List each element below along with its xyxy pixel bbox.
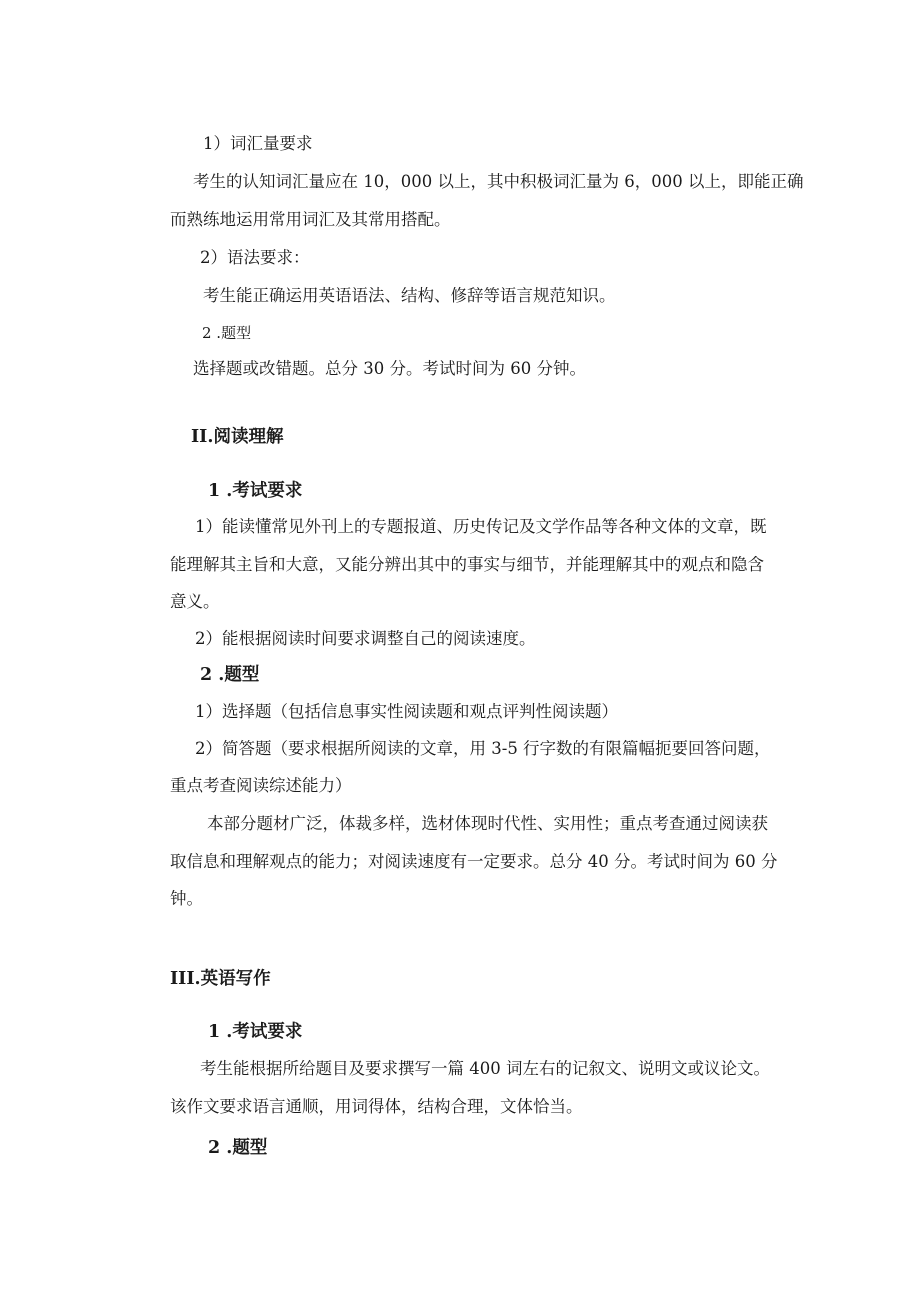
writing-section-title	[170, 968, 271, 990]
reading-req2: 2）能根据阅读时间要求调整自己的阅读速度。	[195, 629, 536, 648]
question-type-text: 选择题或改错题。总分 30 分。考试时间为 60 分钟。	[193, 359, 586, 378]
vocab-text-line-2: 而熟练地运用常用词汇及其常用搭配。	[170, 210, 451, 229]
writing-section-title-text: III.英语写作	[170, 969, 271, 989]
reading-type1: 1）选择题（包括信息事实性阅读题和观点评判性阅读题）	[195, 702, 618, 721]
reading-summary-line-3: 钟。	[170, 889, 203, 908]
reading-type-heading: 2 .题型	[200, 665, 260, 685]
writing-type-heading: 2 .题型	[208, 1138, 268, 1158]
grammar-heading: 2）语法要求：	[200, 248, 310, 267]
reading-summary-line-1: 本部分题材广泛，体裁多样，选材体现时代性、实用性；重点考查通过阅读获	[207, 814, 768, 833]
question-type-heading: 2 .题型	[202, 324, 252, 342]
reading-req1-line-3: 意义。	[170, 592, 220, 611]
vocab-text-line-1: 考生的认知词汇量应在 10，000 以上，其中积极词汇量为 6，000 以上，即能正确	[193, 172, 804, 191]
reading-type2-line-1: 2）简答题（要求根据所阅读的文章，用 3-5 行字数的有限篇幅扼要回答问题，	[195, 739, 771, 758]
vocab-heading: 1）词汇量要求	[203, 134, 313, 153]
reading-section-title	[191, 426, 283, 448]
writing-req-heading: 1 .考试要求	[208, 1022, 303, 1042]
reading-req1-line-2: 能理解其主旨和大意，又能分辨出其中的事实与细节，并能理解其中的观点和隐含	[170, 555, 764, 574]
writing-req-line-1: 考生能根据所给题目及要求撰写一篇 400 词左右的记叙文、说明文或议论文。	[200, 1059, 770, 1078]
reading-summary-line-2: 取信息和理解观点的能力；对阅读速度有一定要求。总分 40 分。考试时间为 60 分	[170, 852, 778, 871]
grammar-text: 考生能正确运用英语语法、结构、修辞等语言规范知识。	[203, 286, 616, 305]
reading-type2-line-2: 重点考查阅读综述能力）	[170, 776, 352, 795]
reading-req1-line-1: 1）能读懂常见外刊上的专题报道、历史传记及文学作品等各种文体的文章，既	[195, 517, 767, 536]
writing-req-line-2: 该作文要求语言通顺，用词得体，结构合理，文体恰当。	[170, 1097, 583, 1116]
reading-section-title-text: II.阅读理解	[191, 427, 284, 447]
reading-req-heading: 1 .考试要求	[208, 481, 303, 501]
